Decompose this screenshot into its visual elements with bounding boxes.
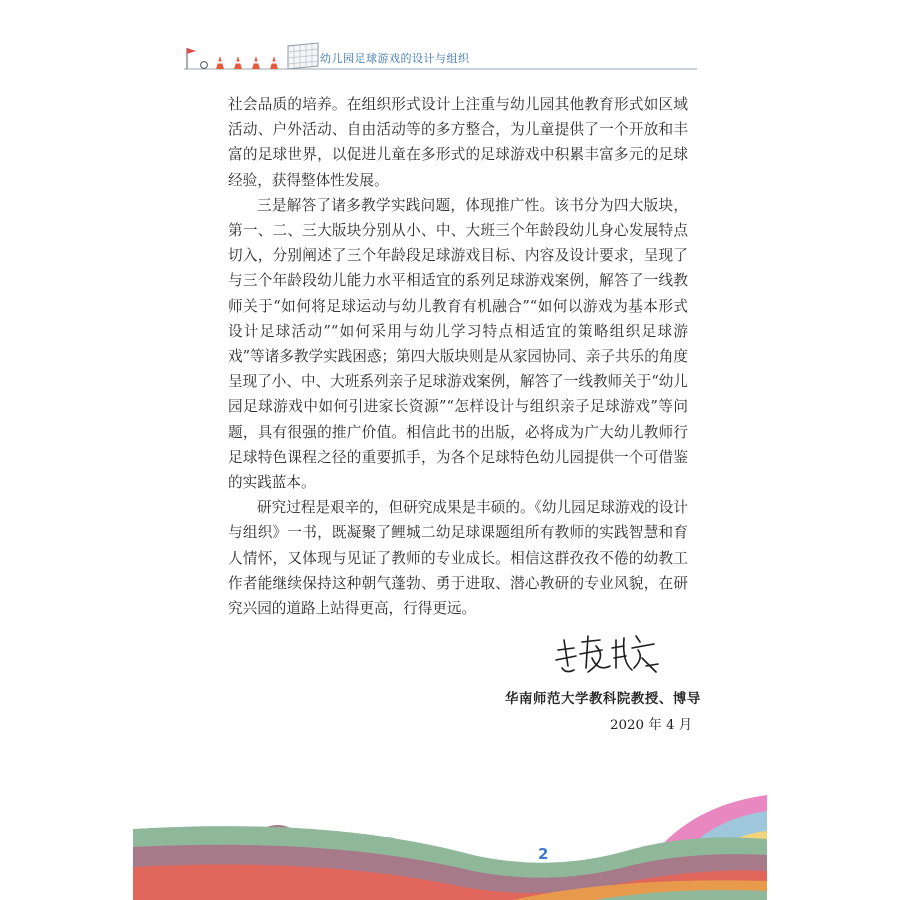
paragraph: 社会品质的培养。在组织形式设计上注重与幼儿园其他教育形式如区域活动、户外活动、自由活动等的多方整合，为儿童提供了一个开放和丰富的足球世界，以促进儿童在多形式的足球游戏中积累丰富多元的足球经验，获得整体性发展。: [228, 96, 688, 189]
paragraph: 三是解答了诸多教学实践问题，体现推广性。该书分为四大版块，第一、二、三大版块分别从小、中、大班三个年龄段幼儿身心发展特点切入，分别阐述了三个年龄段足球游戏目标、内容及设计要求，呈现了与三个年龄段幼儿能力水平相适宜的系列足球游戏案例，解答了一线教师关于“如何将足球运动与幼儿教育有机融合”“如何以游戏为基本形式设计足球活动”“如何采用与幼儿学习特点相适宜的策略组织足球游戏”等诸多教学实践困惑；第四大版块则是从家园协同、亲子共乐的角度呈现了小、中、大班系列亲子足球游戏案例，解答了一线教师关于“幼儿园足球游戏中如何引进家长资源”“怎样设计与组织亲子足球游戏”等问题，具有很强的推广价值。相信此书的出版，必将成为广大幼儿教师行足球特色课程之径的重要抓手，为各个足球特色幼儿园提供一个可借鉴的实践蓝本。: [228, 196, 688, 492]
goal-net-icon: [288, 43, 318, 69]
ball-icon: [201, 62, 208, 69]
handwritten-signature: [552, 628, 662, 680]
rainbow-hills-decoration: [133, 795, 767, 900]
page-number: 2: [538, 845, 549, 863]
training-cones-icon: [216, 56, 278, 69]
main-text: [228, 92, 688, 621]
corner-flag-icon: [187, 48, 196, 69]
paragraph: 研究过程是艰辛的，但研究成果是丰硕的。《幼儿园足球游戏的设计与组织》一书，既凝聚了鲤城二幼足球课题组所有教师的实践智慧和育人情怀，又体现与见证了教师的专业成长。相信这群孜孜不倦的幼教工作者能继续保持这种朝气蓬勃、勇于进取、潜心教研的专业风貌，在研究兴园的道路上站得更高，行得更远。: [228, 499, 688, 618]
running-header: [182, 40, 702, 74]
author-affiliation: 华南师范大学教科院教授、博导: [505, 691, 701, 707]
signature-date: 2020 年 4 月: [610, 718, 693, 733]
header-title: 幼儿园足球游戏的设计与组织: [320, 52, 470, 65]
